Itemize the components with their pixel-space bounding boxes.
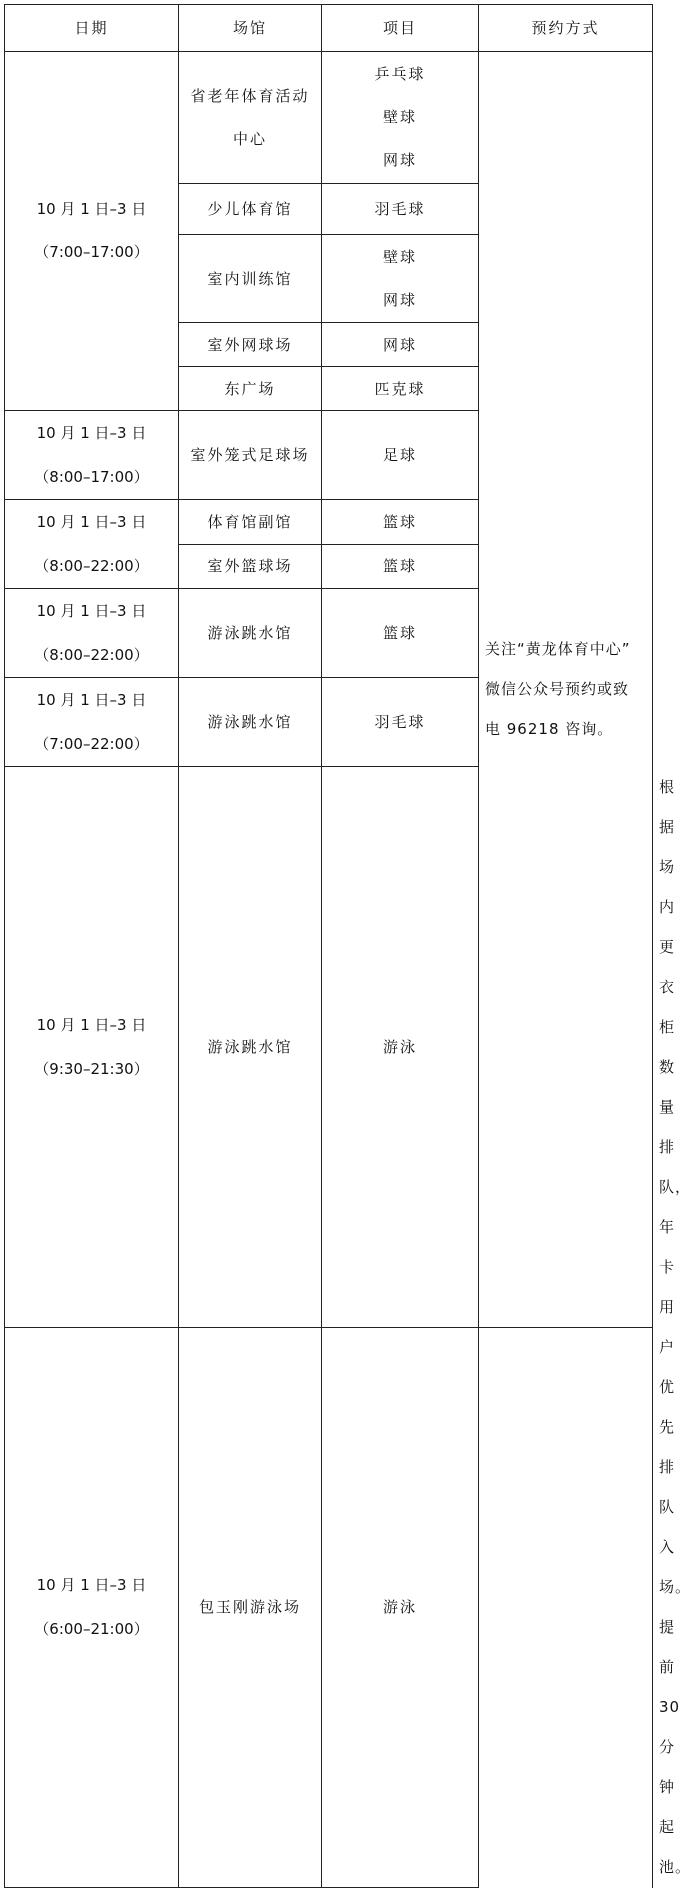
- venue-name-line1: 省老年体育活动: [190, 86, 310, 105]
- venue-cell: 室外笼式足球场: [179, 411, 322, 500]
- booking-method-cell: [479, 52, 653, 1328]
- header-sport: 项目: [322, 5, 479, 52]
- sport-name: 乒乓球: [374, 65, 426, 83]
- sport-name: 壁球: [382, 108, 417, 126]
- sport-name: 网球: [382, 151, 417, 169]
- date-range: 10 月 1 日–3 日: [36, 513, 147, 531]
- booking-line: 关注“黄龙体育中心”: [485, 640, 631, 659]
- venue-cell: 包玉刚游泳场: [179, 1327, 322, 1888]
- sport-cell: 游泳: [322, 1327, 479, 1888]
- date-range: 10 月 1 日–3 日: [36, 691, 147, 709]
- date-cell: [5, 589, 179, 678]
- sport-cell: [322, 52, 479, 184]
- booking-line: 微信公众号预约或致: [485, 680, 630, 699]
- time-range: （7:00–17:00）: [34, 243, 149, 261]
- schedule-table: [4, 4, 691, 1888]
- venue-cell: 游泳跳水馆: [179, 678, 322, 767]
- table-row: 10 月 1 日–3 日 （9:30–21:30） 游泳跳水馆 游泳 根据场内更衣柜数量 排队，年卡用户优先 排队入场。提前 30 分 钟起池。: [5, 767, 653, 1328]
- date-cell: [5, 500, 179, 589]
- sport-cell: 匹克球: [322, 367, 479, 411]
- date-cell: [5, 678, 179, 767]
- sport-cell: 网球: [322, 323, 479, 367]
- date-range: 10 月 1 日–3 日: [36, 200, 147, 218]
- sport-name: 网球: [382, 290, 417, 309]
- date-cell: [5, 1327, 179, 1888]
- sport-cell: 篮球: [322, 589, 479, 678]
- venue-cell: 少儿体育馆: [179, 184, 322, 235]
- sport-name: 壁球: [382, 247, 417, 266]
- date-cell: [5, 767, 179, 1328]
- header-venue: 场馆: [179, 5, 322, 52]
- time-range: （9:30–21:30）: [34, 1059, 149, 1078]
- table-row: [5, 52, 653, 184]
- time-range: （8:00–22:00）: [34, 646, 149, 664]
- venue-cell: [179, 52, 322, 184]
- sport-cell: 篮球: [322, 544, 479, 589]
- date-range: 10 月 1 日–3 日: [36, 1015, 147, 1034]
- time-range: （7:00–22:00）: [34, 735, 149, 753]
- venue-cell: 体育馆副馆: [179, 500, 322, 545]
- date-cell: [5, 52, 179, 411]
- sport-cell: [322, 235, 479, 323]
- venue-cell: 东广场: [179, 367, 322, 411]
- schedule-sheet: [4, 4, 691, 1888]
- date-range: 10 月 1 日–3 日: [36, 424, 147, 442]
- venue-cell: 游泳跳水馆: [179, 589, 322, 678]
- date-cell: [5, 411, 179, 500]
- venue-cell: 游泳跳水馆: [179, 767, 322, 1328]
- time-range: （8:00–22:00）: [34, 557, 149, 575]
- date-range: 10 月 1 日–3 日: [36, 602, 147, 620]
- header-date: 日期: [5, 5, 179, 52]
- venue-name-line2: 中心: [232, 129, 267, 148]
- venue-cell: 室外网球场: [179, 323, 322, 367]
- venue-cell: 室外篮球场: [179, 544, 322, 589]
- sport-cell: 羽毛球: [322, 184, 479, 235]
- time-range: （6:00–21:00）: [34, 1620, 149, 1639]
- table-row: [5, 1327, 653, 1888]
- time-range: （8:00–17:00）: [34, 468, 149, 486]
- venue-cell: 室内训练馆: [179, 235, 322, 323]
- sport-cell: 篮球: [322, 500, 479, 545]
- date-range: 10 月 1 日–3 日: [36, 1576, 147, 1595]
- header-booking: 预约方式: [479, 5, 653, 52]
- sport-cell: 足球: [322, 411, 479, 500]
- header-row: [5, 5, 653, 52]
- sport-cell: 游泳: [322, 767, 479, 1328]
- booking-line: 电 96218 咨询。: [485, 720, 614, 739]
- sport-cell: 羽毛球: [322, 678, 479, 767]
